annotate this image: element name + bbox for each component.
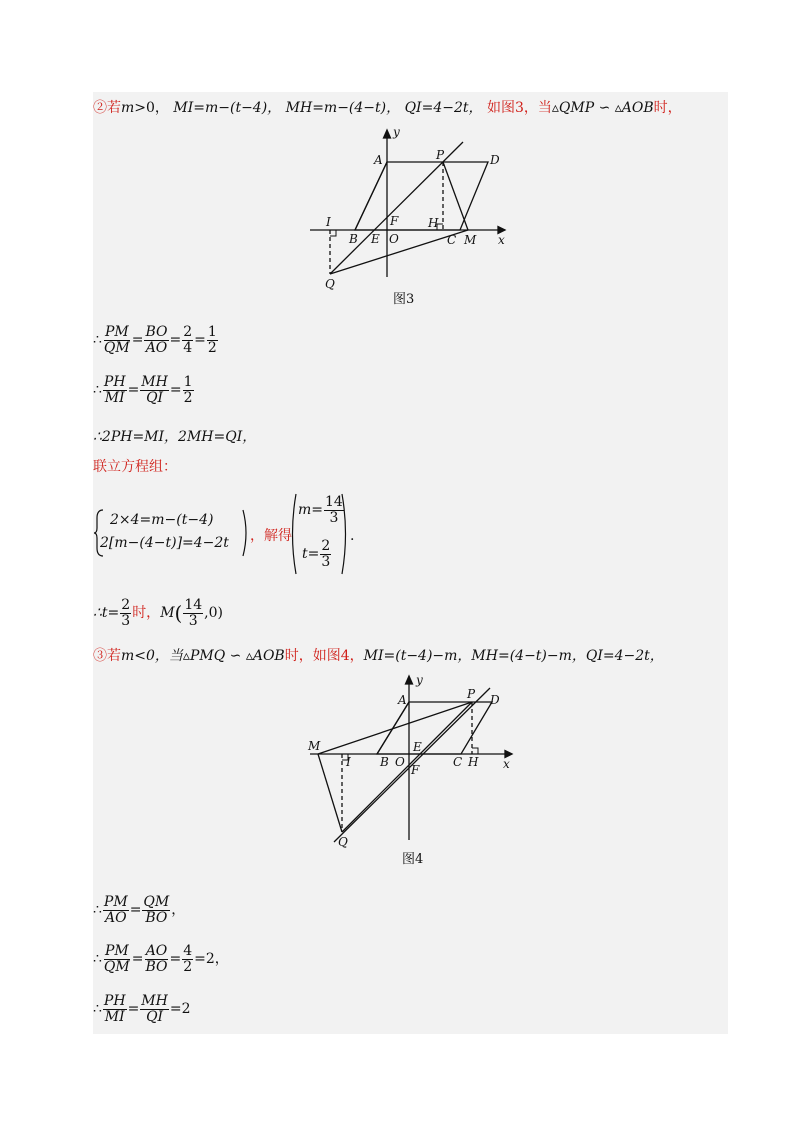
label-O: O (395, 755, 405, 769)
figure-ref: 时，如图4， (284, 648, 364, 664)
label-A: A (398, 693, 407, 707)
label-x: x (503, 757, 510, 771)
qi-expr: =4−2t， (421, 100, 483, 116)
label-y: y (416, 673, 423, 687)
case-label: ②若 (93, 100, 121, 116)
frac-2-3: $\frac{2}{3}$ (321, 538, 331, 570)
label-Q: Q (325, 277, 335, 291)
figure-ref: 如图3，当 (486, 100, 552, 116)
figure-3-caption: 图3 (393, 292, 415, 307)
qi-label: QI (404, 100, 422, 116)
label-D: D (490, 693, 500, 707)
frac-pm-qm: $\frac{PM}{QM}$ (103, 943, 130, 975)
therefore: ∴ (93, 1001, 102, 1018)
left-paren-icon (288, 492, 298, 576)
frac-2-3: $\frac{2}{3}$ (121, 597, 131, 629)
ratio-line-1: ∴ $\frac{PM}{QM}$ = $\frac{BO}{AO}$ = $\frac{2}{4}$ = $\frac{1}{2}$ (93, 324, 217, 356)
point-m: M (160, 605, 175, 622)
frac-mh-qi: $\frac{MH}{QI}$ (141, 993, 168, 1025)
frac-14-3: $\frac{14}{3}$ (325, 494, 343, 526)
result-line: ∴t= $\frac{2}{3}$ 时，M( $\frac{14}{3}$ ,0) (93, 597, 223, 629)
cond-text: >0， (134, 100, 169, 116)
case-2-intro (93, 97, 682, 117)
label-D: D (490, 153, 500, 167)
similarity: ▵QMP ∽ ▵AOB (551, 100, 654, 116)
ratio-line-4: ∴ $\frac{PM}{QM}$ = $\frac{AO}{BO}$ = $\frac{4}{2}$ =2， (93, 943, 229, 975)
frac-ao-bo: $\frac{AO}{BO}$ (145, 943, 168, 975)
mi-expr: =m−(t−4)， (193, 100, 282, 116)
label-E: E (371, 232, 380, 246)
label-I: I (326, 215, 331, 229)
mi-label: MI (173, 100, 194, 116)
eq-tail: =2， (194, 951, 229, 968)
line-MQ (318, 754, 342, 832)
case-3-intro (93, 645, 664, 665)
figure-4 (300, 670, 530, 848)
mh-label: MH (285, 100, 313, 116)
label-x: x (498, 233, 505, 247)
label-O: O (389, 232, 399, 246)
label-E: E (413, 740, 422, 754)
label-P: P (436, 148, 445, 162)
frac-1-2: $\frac{1}{2}$ (183, 374, 193, 406)
label-A: A (374, 153, 383, 167)
right-paren-icon (340, 492, 350, 576)
frac-qm-bo: $\frac{QM}{BO}$ (143, 894, 170, 926)
y-arrow (384, 130, 391, 138)
comma: ， (171, 902, 186, 919)
label-C: C (453, 755, 463, 769)
cond-text: m<0，当 (121, 648, 183, 664)
frac-4-2: $\frac{4}{2}$ (183, 943, 193, 975)
therefore: ∴ (93, 382, 102, 399)
line-AB (355, 162, 387, 230)
mh-expr: =m−(4−t)， (312, 100, 401, 116)
frac-pm-qm: $\frac{PM}{QM}$ (103, 324, 130, 356)
solution-m: m= $\frac{14}{3}$ (298, 494, 343, 526)
label-C: C (447, 233, 457, 247)
ratio-line-5: ∴ $\frac{PH}{MI}$ = $\frac{MH}{QI}$ =2 (93, 993, 191, 1025)
therefore: ∴ (93, 902, 102, 919)
when-text: 时， (653, 100, 682, 116)
label-M: M (308, 739, 321, 753)
system-intro: 联立方程组： (93, 459, 177, 475)
label-H: H (428, 216, 439, 230)
frac-mh-qi: $\frac{MH}{QI}$ (141, 374, 168, 406)
ratio-line-3: ∴ $\frac{PM}{AO}$ = $\frac{QM}{BO}$ ， (93, 894, 186, 926)
y-arrow (406, 676, 413, 684)
label-P: P (467, 687, 476, 701)
similarity: ▵PMQ ∽ ▵AOB (182, 648, 285, 664)
solve-text: ，解得 (250, 528, 292, 544)
label-M: M (464, 233, 477, 247)
when-text: 时， (132, 605, 161, 622)
relation-line: ∴2PH=MI，2MH=QI， (93, 429, 257, 445)
frac-bo-ao: $\frac{BO}{AO}$ (145, 324, 168, 356)
equation-1: 2×4=m−(t−4) (110, 512, 214, 528)
label-H: H (468, 755, 479, 769)
frac-ph-mi: $\frac{PH}{MI}$ (103, 993, 126, 1025)
label-F: F (411, 763, 420, 777)
frac-pm-ao: $\frac{PM}{AO}$ (103, 894, 128, 926)
frac-ph-mi: $\frac{PH}{MI}$ (103, 374, 126, 406)
label-B: B (349, 232, 358, 246)
case-label: ③若 (93, 648, 121, 664)
label-I: I (346, 755, 351, 769)
label-Q: Q (338, 835, 348, 848)
therefore: ∴ (93, 332, 102, 349)
label-B: B (380, 755, 389, 769)
parallelogram-ABCD (355, 162, 488, 230)
period: . (350, 528, 355, 544)
right-angle-H (472, 748, 478, 754)
line-PM (443, 162, 468, 230)
figure-4-caption: 图4 (402, 852, 424, 867)
figure-3 (300, 122, 520, 297)
coord-tail: ,0) (204, 605, 223, 622)
right-angle-I (330, 230, 336, 236)
equation-2: 2[m−(4−t)]=4−2t (100, 535, 229, 551)
solution-t: t= $\frac{2}{3}$ (302, 538, 331, 570)
ratio-line-2: ∴ $\frac{PH}{MI}$ = $\frac{MH}{QI}$ = $\frac{1}{2}$ (93, 374, 193, 406)
t-eq: ∴t= (93, 605, 120, 622)
frac-1-2: $\frac{1}{2}$ (207, 324, 217, 356)
label-y: y (393, 125, 400, 139)
frac-14-3: $\frac{14}{3}$ (184, 597, 203, 629)
eq-tail: =2 (169, 1001, 191, 1018)
var-m: m (121, 100, 135, 116)
label-F: F (390, 214, 399, 228)
therefore: ∴ (93, 951, 102, 968)
frac-2-4: $\frac{2}{4}$ (183, 324, 193, 356)
expr-text: MI=(t−4)−m，MH=(4−t)−m，QI=4−2t， (363, 648, 664, 664)
